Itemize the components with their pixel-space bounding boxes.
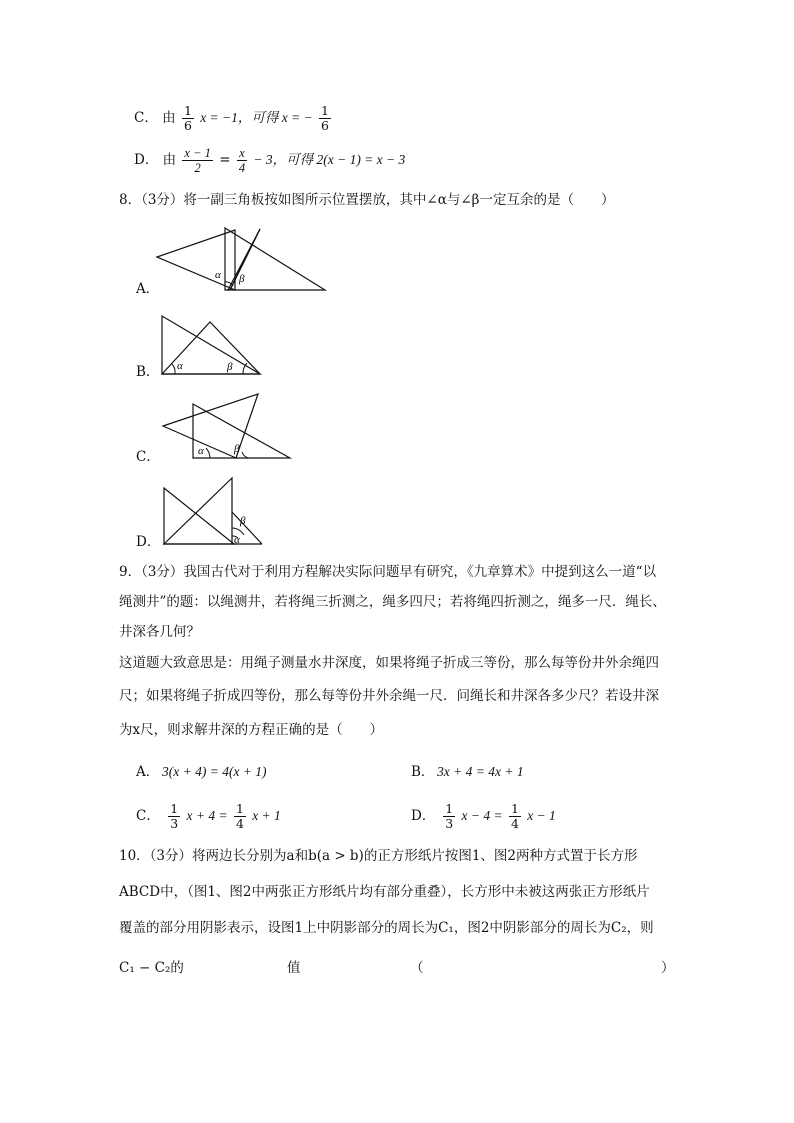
fraction: $\frac{1}{6}$ — [321, 103, 329, 133]
q8-figure-a — [155, 222, 330, 296]
beta-label: β — [227, 361, 233, 373]
q9-option-a: A． 3(x + 4) = 4(x + 1) — [136, 764, 267, 780]
q9-expl-line3: 为x尺，则求解井深的方程正确的是（ ） — [119, 722, 384, 738]
q9-option-d: D． $\frac{1}{3}$ x − 4 = $\frac{1}{4}$ x − 1 — [411, 801, 556, 831]
q8-option-d-label: D． — [136, 534, 161, 550]
fraction: $\frac{x}{4}$ — [238, 146, 246, 175]
beta-label: β — [240, 515, 246, 527]
q8-stem: 8．（3分）将一副三角板按如图所示位置摆放，其中∠α与∠β一定互余的是（ ） — [119, 192, 615, 208]
q8-option-b-label: B． — [136, 364, 160, 380]
q8-option-a-label: A． — [136, 281, 160, 297]
beta-label: β — [239, 273, 245, 285]
q9-stem-line1: 9．（3分）我国古代对于利用方程解决实际问题早有研究，《九章算术》中提到这么一道“以 — [119, 564, 657, 580]
q9-stem-line2: 绳测井”的题：以绳测井，若将绳三折测之，绳多四尺；若将绳四折测之，绳多一尺．绳长、 — [119, 594, 666, 610]
q10-line3: 覆盖的部分用阴影表示，设图1上中阴影部分的周长为C₁，图2中阴影部分的周长为C₂，则 — [119, 920, 654, 936]
q9-option-c: C． $\frac{1}{3}$ x + 4 = $\frac{1}{4}$ x + 1 — [136, 801, 281, 831]
fraction: $\frac{1}{3}$ — [445, 801, 454, 831]
q10-line4-value: 值 — [287, 960, 301, 976]
q7-option-d: D． 由 $\frac{x - 1}{2}$ = $\frac{x}{4}$ − 3，可得 2(x − 1) = x − 3 — [134, 146, 406, 175]
q9-expl-line2: 尺；如果将绳子折成四等份，那么每等份井外余绳一尺．问绳长和井深各多少尺？若设井深 — [119, 688, 659, 704]
q10-line4-start: C₁ − C₂的 — [119, 960, 184, 976]
q8-option-c-label: C． — [136, 449, 160, 465]
fraction: $\frac{1}{4}$ — [510, 801, 519, 831]
q8-figure-b — [155, 312, 270, 378]
fraction: $\frac{1}{4}$ — [235, 801, 244, 831]
q10-paren-open: （ — [410, 960, 424, 976]
q8-figure-c — [158, 390, 296, 464]
alpha-label: α — [215, 269, 221, 281]
q7-option-c: C． 由 $\frac{1}{6}$ x = −1，可得 x = − $\frac{1}{6}$ — [134, 103, 329, 133]
q10-paren-close: ） — [661, 960, 675, 976]
fraction: $\frac{x - 1}{2}$ — [184, 146, 211, 175]
fraction: $\frac{1}{3}$ — [170, 801, 179, 831]
q8-figure-d — [158, 472, 268, 550]
q10-line1: 10．（3分）将两边长分别为a和b(a > b)的正方形纸片按图1、图2两种方式置于长方形 — [119, 848, 638, 864]
fraction: $\frac{1}{6}$ — [183, 103, 192, 133]
alpha-label: α — [198, 445, 204, 457]
alpha-label: α — [234, 534, 240, 546]
beta-label: β — [234, 443, 240, 455]
q9-expl-line1: 这道题大致意思是：用绳子测量水井深度，如果将绳子折成三等份，那么每等份井外余绳四 — [119, 655, 659, 671]
q9-option-b: B． 3x + 4 = 4x + 1 — [411, 764, 524, 780]
q9-stem-line3: 井深各几何？ — [119, 624, 200, 640]
q10-line2: ABCD中，（图1、图2中两张正方形纸片均有部分重叠），长方形中未被这两张正方形纸片 — [119, 884, 650, 900]
alpha-label: α — [177, 360, 183, 372]
